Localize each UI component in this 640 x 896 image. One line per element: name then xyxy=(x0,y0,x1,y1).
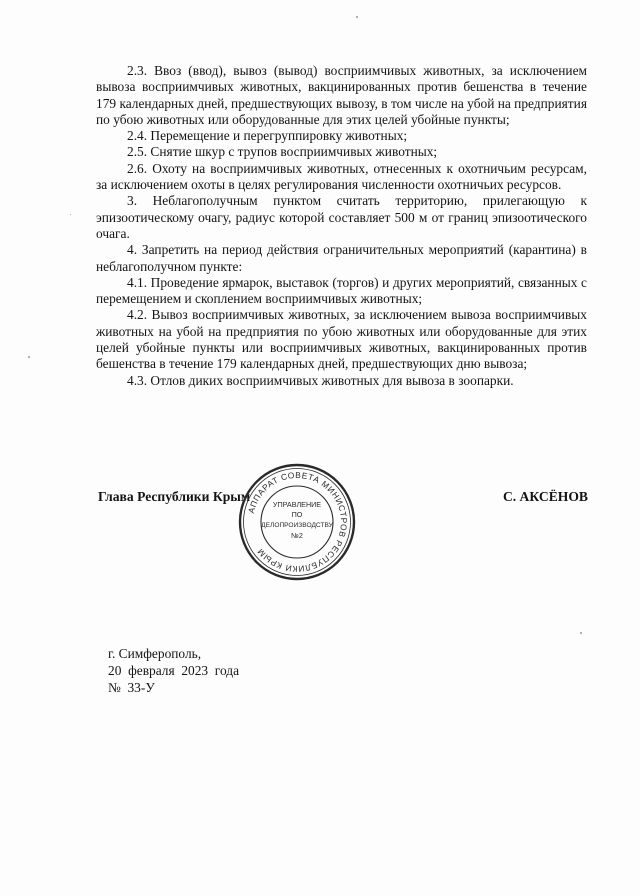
paragraph-2-6: 2.6. Охоту на восприимчивых животных, отнесенных к охотничьим ресурсам, за исключением охоты в целях регулирования численности охотничьих ресурсов. xyxy=(96,160,587,193)
signatory-name: С. АКСЁНОВ xyxy=(502,489,588,504)
seal-line-1: УПРАВЛЕНИЕ xyxy=(272,500,322,509)
paragraph-4: 4. Запретить на период действия ограничительных мероприятий (карантина) в неблагополучном пункте: xyxy=(96,242,587,274)
signatory-title: Глава Республики Крым xyxy=(98,489,251,504)
seal-ring-text: АППАРАТ СОВЕТА МИНИСТРОВ РЕСПУБЛИКИ КРЫМ xyxy=(245,469,350,575)
paragraph-4-2: 4.2. Вывоз восприимчивых животных, за исключением вывоза восприимчивых животных на убой на предприятия по убою животных или оборудованные для этих целей убойные пункты или восприимчивых животных, вакцинированных против бешенства в течение 179 календарных дней, предшествующих дню вывоза; xyxy=(96,307,587,372)
paragraph-3: 3. Неблагополучным пунктом считать территорию, прилегающую к эпизоотическому очагу, радиус которой составляет 500 м от границ эпизоотического очага. xyxy=(96,193,587,241)
paragraph-4-3: 4.3. Отлов диких восприимчивых животных для вывоза в зоопарки. xyxy=(127,372,514,388)
document-footer xyxy=(108,645,239,696)
paragraph-2-4: 2.4. Перемещение и перегруппировку животных; xyxy=(127,128,408,144)
scan-speck xyxy=(70,214,71,215)
seal-line-4: №2 xyxy=(291,531,303,540)
paragraph-4-1: 4.1. Проведение ярмарок, выставок (торгов) и других мероприятий, связанных с перемещением и скоплением восприимчивых животных; xyxy=(96,274,587,307)
footer-date: 20 февраля 2023 года xyxy=(108,663,240,678)
footer-number: № 33-У xyxy=(108,680,155,695)
paragraph-2-5: 2.5. Снятие шкур с трупов восприимчивых животных; xyxy=(127,144,438,160)
scan-speck xyxy=(580,632,582,634)
scan-speck xyxy=(28,356,30,358)
footer-city: г. Симферополь, xyxy=(108,646,202,661)
document-body xyxy=(96,63,587,389)
seal-line-2: ПО xyxy=(291,510,303,519)
seal-line-3: ДЕЛОПРОИЗВОДСТВУ xyxy=(261,522,333,529)
official-seal-stamp xyxy=(237,462,357,582)
paragraph-2-3: 2.3. Ввоз (ввод), вывоз (вывод) восприимчивых животных, за исключением вывоза восприимчивых животных, вакцинированных против бешенства в течение 179 календарных дней, предшествующих вывозу, в том числе на убой на предприятия по убою животных или оборудованные для этих целей убойные пункты; xyxy=(96,63,587,127)
scan-speck xyxy=(356,16,358,18)
